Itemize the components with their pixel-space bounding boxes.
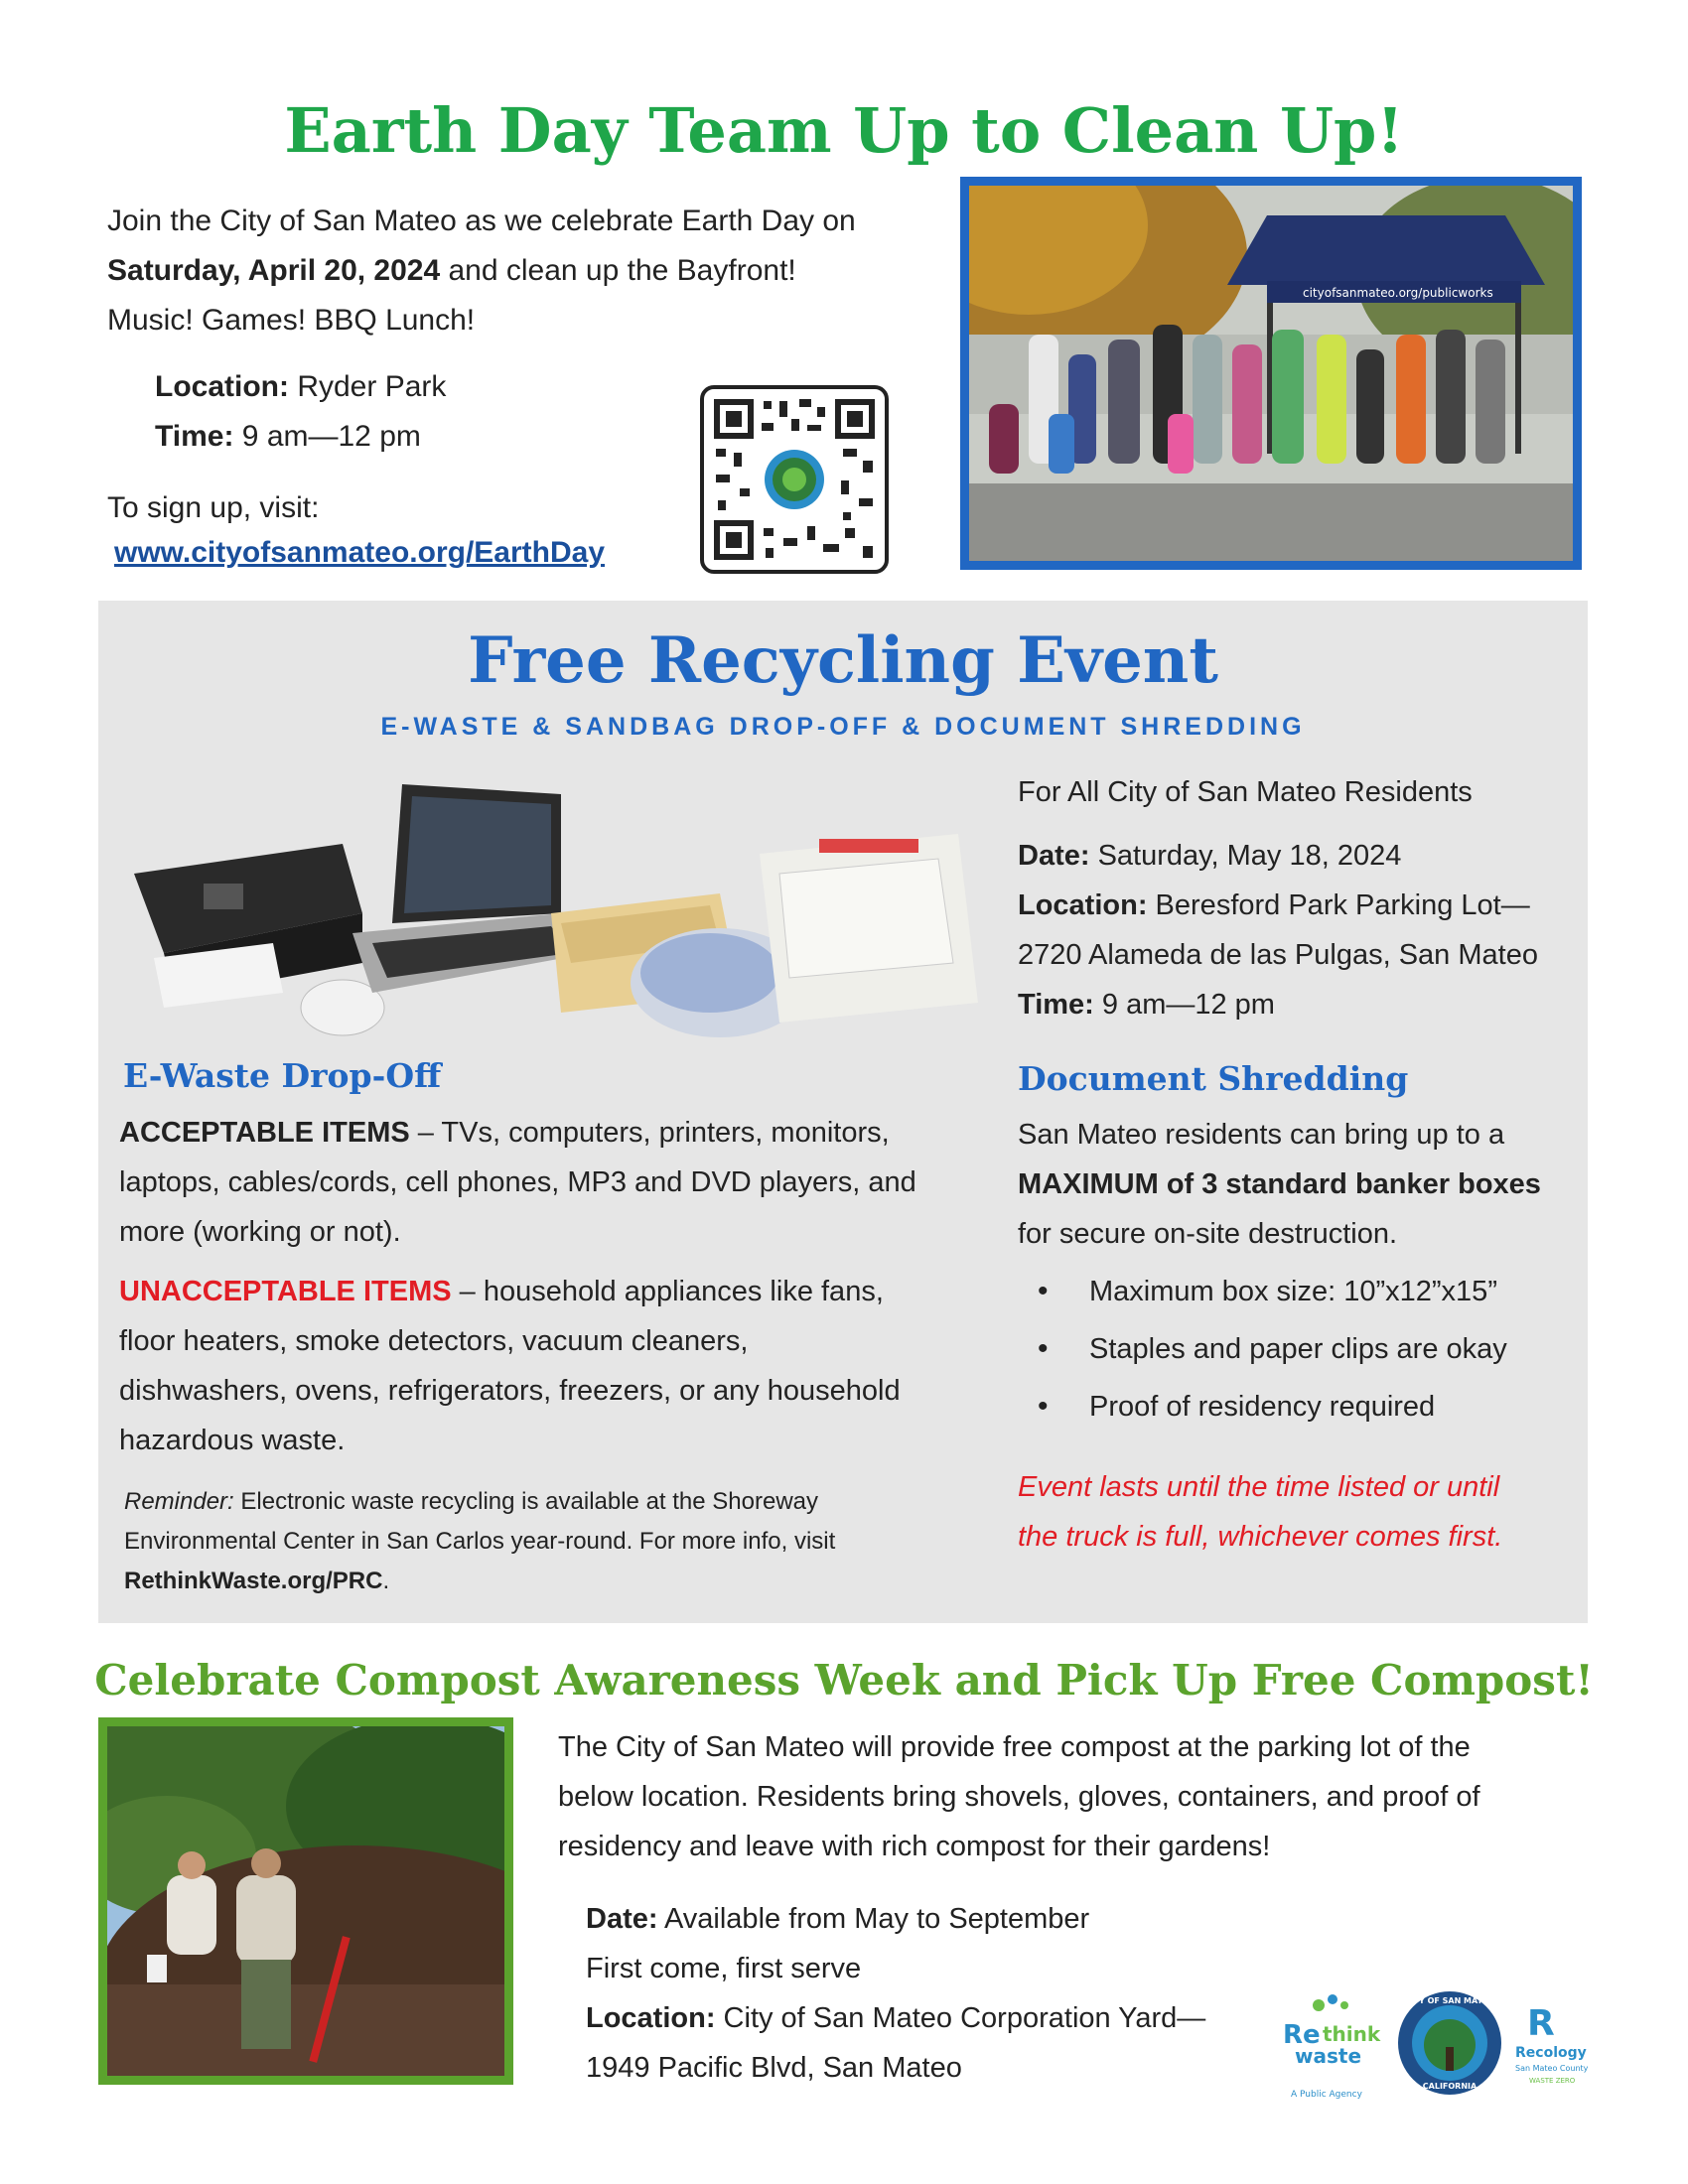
reminder-line-1 [124,1482,918,1522]
tent-text: cityofsanmateo.org/publicworks [1303,286,1493,300]
shredding-line-1: San Mateo residents can bring up to a [1018,1119,1505,1151]
earthday-title: Earth Day Team Up to Clean Up! [284,94,1404,167]
shredding-body [1018,1110,1541,1259]
rethink-logo-re: Re [1283,2020,1321,2050]
intro-line-2-rest: and clean up the Bayfront! [440,254,796,287]
compost-line-3: residency and leave with rich compost for their gardens! [558,1831,1271,1862]
compost-location-line2: 1949 Pacific Blvd, San Mateo [586,2052,962,2084]
compost-date [586,1894,1205,1944]
compost-date-line2: First come, first serve [586,1953,862,1984]
ewaste-acceptable [119,1108,993,1257]
unacceptable-line-3: dishwashers, ovens, refrigerators, freezers, or any household [119,1375,901,1407]
compost-line-2: below location. Residents bring shovels, gloves, containers, and proof of [558,1781,1480,1813]
rethink-logo-tag: A Public Agency [1291,2090,1362,2100]
recology-logo: Recology [1515,2045,1587,2061]
earthday-time [155,412,446,462]
location-value: City of San Mateo Corporation Yard— [715,2002,1206,2034]
list-item: • Maximum box size: 10”x12”x15” [1018,1263,1507,1320]
recycling-time [1018,980,1538,1029]
recycling-location [1018,881,1538,930]
reminder-label: Reminder: [124,1488,234,1515]
location-label: Location: [155,370,289,403]
recycling-details [1018,831,1538,1029]
time-label: Time: [155,420,234,453]
location-label: Location: [586,2002,716,2034]
earthday-details [155,362,446,462]
intro-line-1: Join the City of San Mateo as we celebrate Earth Day on [107,205,856,237]
date-value: Saturday, May 18, 2024 [1089,840,1402,872]
date-label: Date: [586,1903,658,1935]
signup-link[interactable]: www.cityofsanmateo.org/EarthDay [114,536,606,569]
location-value: Ryder Park [289,370,447,403]
shredding-maximum: MAXIMUM of 3 standard banker boxes [1018,1168,1541,1200]
time-value: 9 am—12 pm [1093,989,1275,1021]
printer-laptop-paper-icon [124,764,988,1052]
qr-code[interactable] [700,385,889,574]
shredding-bullets [1018,1263,1507,1435]
reminder-line-3 [124,1562,918,1601]
unacceptable-label: UNACCEPTABLE ITEMS [119,1276,452,1307]
shredding-line-3: for secure on-site destruction. [1018,1218,1398,1250]
acceptable-line-1 [119,1108,993,1158]
date-label: Date: [1018,840,1090,872]
acceptable-line-3: more (working or not). [119,1216,401,1248]
signup-text: To sign up, visit: [107,491,320,524]
reminder-link[interactable]: RethinkWaste.org/PRC [124,1568,383,1594]
recycling-subtitle: E-WASTE & SANDBAG DROP-OFF & DOCUMENT SHREDDING [380,713,1306,741]
ewaste-heading: E-Waste Drop-Off [123,1056,442,1095]
rethink-logo-waste: waste [1295,2044,1362,2068]
compost-pile-photo-icon [107,1726,504,2076]
city-seal-top: CITY OF SAN MATEO [1404,1996,1495,2005]
compost-photo [98,1717,513,2085]
qr-code-icon [704,389,885,570]
unacceptable-line-2: floor heaters, smoke detectors, vacuum cleaners, [119,1325,749,1357]
partner-logos-icon [1281,1985,1599,2105]
compost-location [586,1993,1205,2043]
recology-tag: WASTE ZERO [1529,2077,1576,2085]
intro-line-3: Music! Games! BBQ Lunch! [107,304,476,337]
recycling-location-line2: 2720 Alameda de las Pulgas, San Mateo [1018,939,1538,971]
note-line-2: the truck is full, whichever comes first. [1018,1521,1503,1553]
list-item: • Staples and paper clips are okay [1018,1320,1507,1378]
recycling-title: Free Recycling Event [468,623,1218,698]
unacceptable-text: – household appliances like fans, [451,1276,884,1307]
intro-line-2 [107,246,856,296]
shredding-heading: Document Shredding [1018,1059,1409,1098]
volunteer-group-photo [960,177,1582,570]
recycling-date [1018,831,1538,881]
city-seal-bottom: CALIFORNIA [1422,2082,1477,2091]
unacceptable-line-1 [119,1267,993,1316]
partner-logos [1281,1985,1599,2105]
reminder-line-2: Environmental Center in San Carlos year-round. For more info, visit [124,1528,836,1555]
time-label: Time: [1018,989,1094,1021]
volunteer-photo-icon [969,186,1573,561]
location-value: Beresford Park Parking Lot— [1147,889,1530,921]
unacceptable-line-4: hazardous waste. [119,1425,346,1456]
acceptable-line-2: laptops, cables/cords, cell phones, MP3 and DVD players, and [119,1166,916,1198]
note-line-1: Event lasts until the time listed or until [1018,1471,1500,1503]
earthday-location [155,362,446,412]
recology-sub: San Mateo County [1515,2064,1589,2073]
ewaste-reminder [124,1482,918,1601]
ewaste-unacceptable [119,1267,993,1465]
ewaste-items-image [124,764,988,1052]
compost-title: Celebrate Compost Awareness Week and Pick Up Free Compost! [94,1656,1594,1705]
compost-body [558,1722,1591,1871]
shredding-line-2 [1018,1160,1541,1209]
svg-text:R: R [1527,2003,1555,2044]
date-value: Available from May to September [657,1903,1090,1935]
compost-details [586,1894,1205,2093]
recycling-audience: For All City of San Mateo Residents [1018,776,1473,808]
acceptable-label: ACCEPTABLE ITEMS [119,1117,410,1149]
location-label: Location: [1018,889,1148,921]
reminder-text: Electronic waste recycling is available at the Shoreway [233,1488,818,1515]
earthday-intro [107,197,856,345]
reminder-end: . [382,1568,390,1594]
intro-date: Saturday, April 20, 2024 [107,254,441,287]
shredding-note [1018,1462,1502,1562]
list-item: • Proof of residency required [1018,1378,1507,1435]
compost-line-1: The City of San Mateo will provide free compost at the parking lot of the [558,1731,1471,1763]
acceptable-text: – TVs, computers, printers, monitors, [409,1117,890,1149]
time-value: 9 am—12 pm [233,420,421,453]
rethink-logo-think: think [1323,2022,1381,2046]
